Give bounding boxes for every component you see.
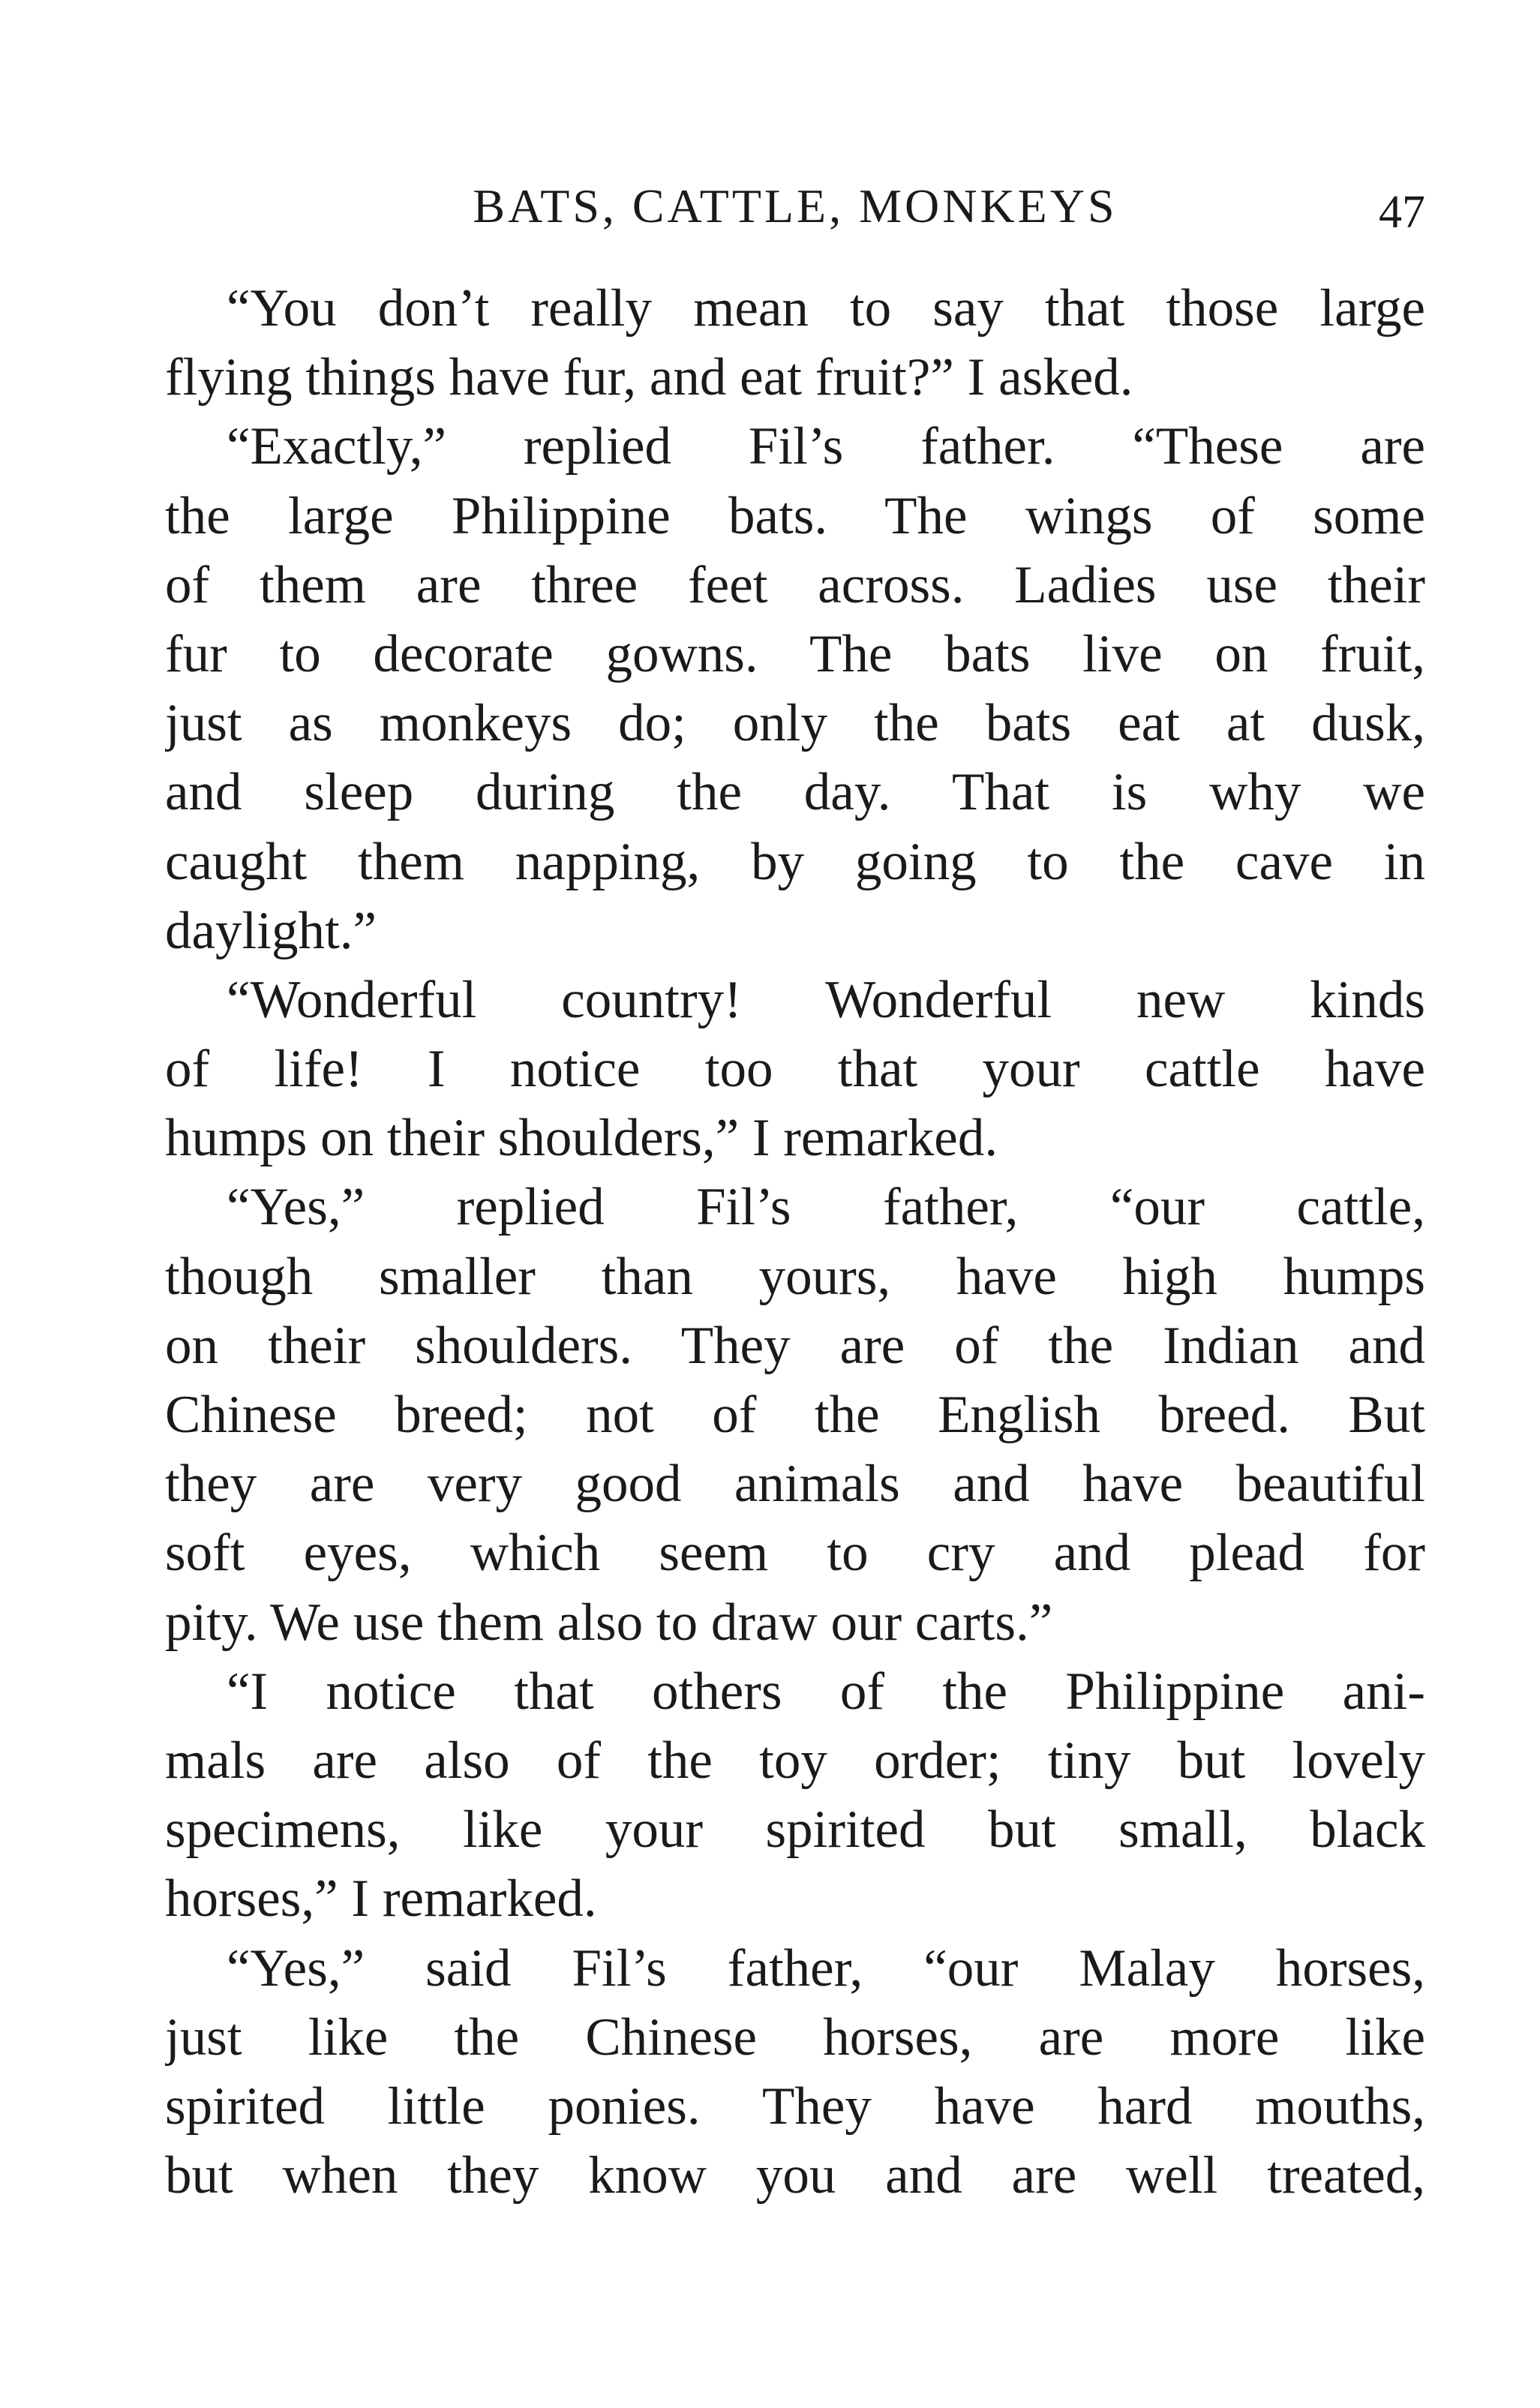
text-line: of them are three feet across. Ladies use their [165, 555, 1425, 614]
text-line: “Exactly,” replied Fil’s father. “These are [227, 417, 1425, 476]
text-line: on their shoulders. They are of the Indian and [165, 1316, 1425, 1375]
running-head: BATS, CATTLE, MONKEYS [473, 179, 1118, 233]
text-line: horses,” I remarked. [165, 1869, 597, 1929]
text-line: of life! I notice too that your cattle have [165, 1040, 1425, 1099]
text-line: they are very good animals and have beautiful [165, 1455, 1425, 1514]
text-line: the large Philippine bats. The wings of some [165, 486, 1425, 545]
text-line: daylight.” [165, 901, 377, 960]
text-line: “Wonderful country! Wonderful new kinds [227, 970, 1425, 1029]
text-line: just as monkeys do; only the bats eat at dusk, [165, 694, 1425, 753]
text-line: caught them napping, by going to the cave in [165, 832, 1425, 891]
page-header [165, 176, 1425, 244]
text-line: fur to decorate gowns. The bats live on fruit, [165, 624, 1425, 683]
text-line: spirited little ponies. They have hard mouths, [165, 2076, 1425, 2136]
text-line: soft eyes, which seem to cry and plead for [165, 1524, 1425, 1583]
page-number: 47 [1379, 187, 1425, 238]
text-line: flying things have fur, and eat fruit?” I asked. [165, 348, 1133, 407]
text-line: “Yes,” replied Fil’s father, “our cattle, [227, 1178, 1425, 1237]
body-text [165, 274, 1425, 2210]
text-line: specimens, like your spirited but small, black [165, 1800, 1425, 1860]
text-line: “Yes,” said Fil’s father, “our Malay horses, [227, 1938, 1425, 1998]
text-line: but when they know you and are well treated, [165, 2146, 1425, 2205]
text-line: Chinese breed; not of the English breed. But [165, 1386, 1425, 1444]
text-line: just like the Chinese horses, are more like [165, 2007, 1425, 2067]
text-line: “I notice that others of the Philippine ani- [227, 1662, 1425, 1721]
text-line: pity. We use them also to draw our carts.” [165, 1593, 1053, 1652]
text-line: “You don’t really mean to say that those large [227, 279, 1425, 338]
text-line: humps on their shoulders,” I remarked. [165, 1109, 998, 1168]
text-line: and sleep during the day. That is why we [165, 763, 1425, 822]
text-line: though smaller than yours, have high humps [165, 1247, 1425, 1306]
text-line: mals are also of the toy order; tiny but lovely [165, 1731, 1425, 1790]
